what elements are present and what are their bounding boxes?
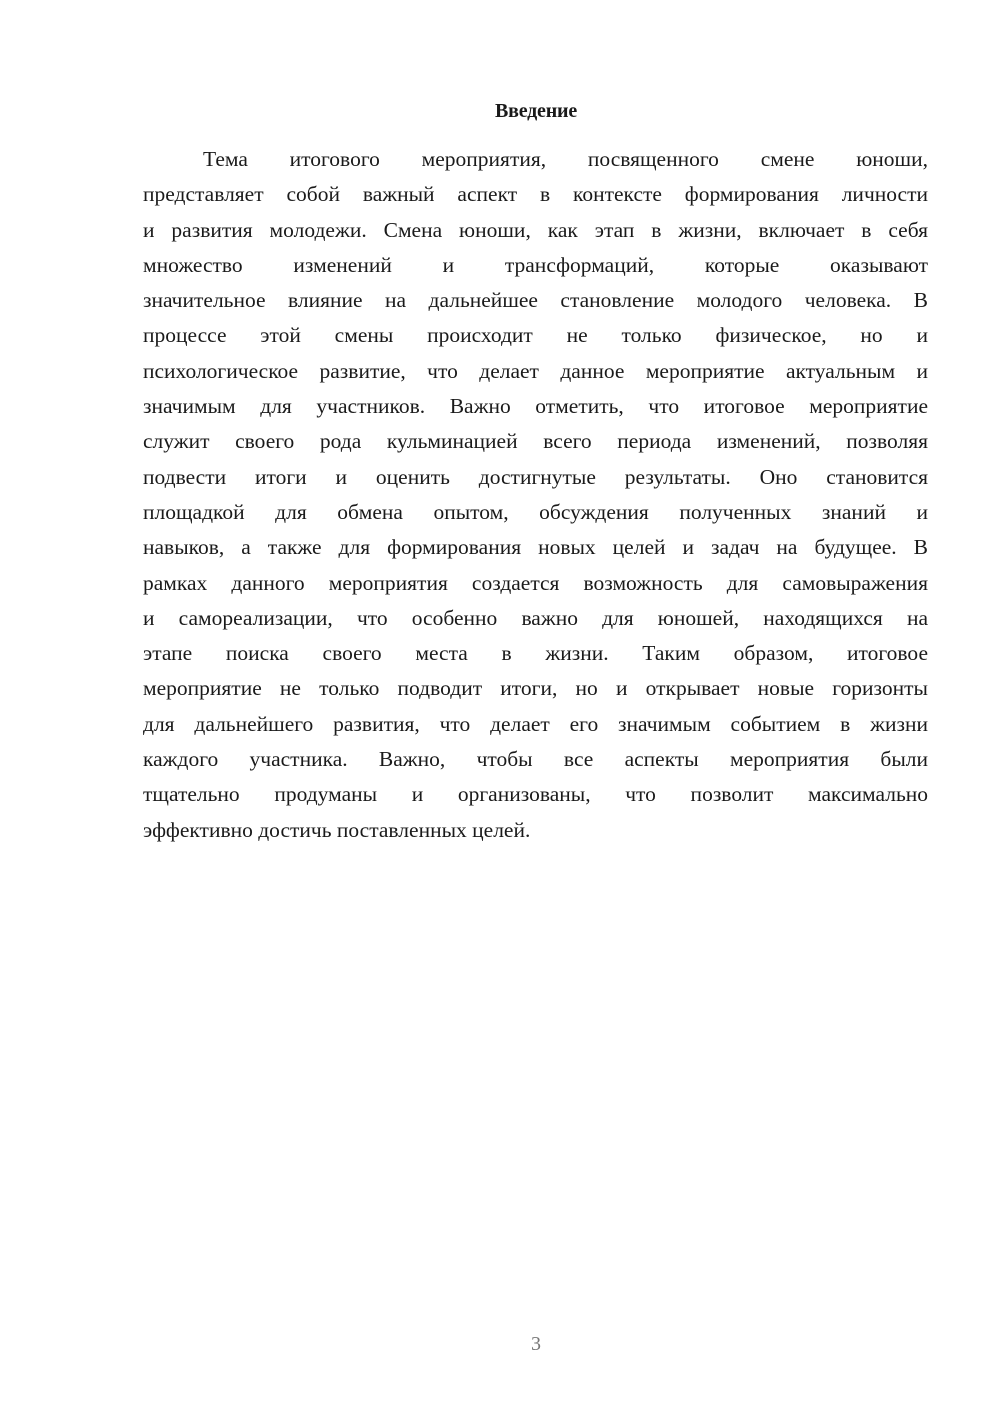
paragraph-line: каждого участника. Важно, чтобы все аспекты мероприятия были xyxy=(143,747,928,772)
paragraph-line: тщательно продуманы и организованы, что позволит максимально xyxy=(143,782,928,807)
paragraph-line: подвести итоги и оценить достигнутые результаты. Оно становится xyxy=(143,464,928,489)
paragraph-line: площадкой для обмена опытом, обсуждения полученных знаний и xyxy=(143,499,928,524)
paragraph-line: значимым для участников. Важно отметить, что итоговое мероприятие xyxy=(143,394,928,419)
paragraph-line: значительное влияние на дальнейшее становление молодого человека. В xyxy=(143,288,928,313)
paragraph-line: представляет собой важный аспект в контексте формирования личности xyxy=(143,182,928,207)
paragraph-line: множество изменений и трансформаций, которые оказывают xyxy=(143,252,928,277)
paragraph-line: служит своего рода кульминацией всего периода изменений, позволяя xyxy=(143,429,928,454)
paragraph-line: и развития молодежи. Смена юноши, как этап в жизни, включает в себя xyxy=(143,217,928,242)
section-heading: Введение xyxy=(494,100,578,122)
intro-paragraph xyxy=(143,142,928,848)
paragraph-line: для дальнейшего развития, что делает его значимым событием в жизни xyxy=(143,711,928,736)
paragraph-line: навыков, а также для формирования новых целей и задач на будущее. В xyxy=(143,535,928,560)
paragraph-line: Тема итогового мероприятия, посвященного смене юноши, xyxy=(203,147,928,171)
paragraph-line: эффективно достичь поставленных целей. xyxy=(143,817,531,842)
paragraph-line: психологическое развитие, что делает данное мероприятие актуальным и xyxy=(143,358,928,383)
paragraph-line: мероприятие не только подводит итоги, но и открывает новые горизонты xyxy=(143,676,928,701)
paragraph-line: этапе поиска своего места в жизни. Таким образом, итоговое xyxy=(143,641,928,666)
paragraph-line: процессе этой смены происходит не только физическое, но и xyxy=(143,323,928,348)
paragraph-line: рамках данного мероприятия создается возможность для самовыражения xyxy=(143,570,928,595)
page-number: 3 xyxy=(531,1333,541,1355)
paragraph-line: и самореализации, что особенно важно для юношей, находящихся на xyxy=(143,605,928,630)
